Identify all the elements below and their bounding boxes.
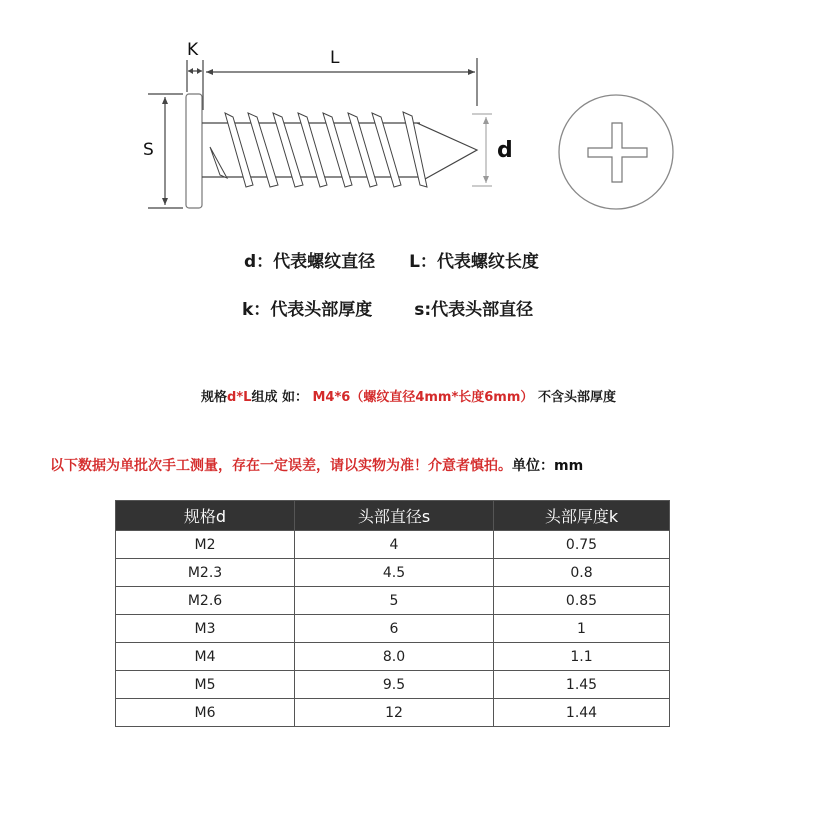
legend-item-k: k：代表头部厚度 [242,300,373,320]
cell-spec: M5 [116,671,295,699]
cell-head-diameter: 5 [295,587,494,615]
cell-head-thickness: 0.85 [494,587,670,615]
table-row [116,699,670,727]
header-spec-d: 规格d [116,501,295,531]
cell-head-diameter: 8.0 [295,643,494,671]
table-row [116,671,670,699]
header-head-diameter-s: 头部直径s [295,501,494,531]
warning-text: 以下数据为单批次手工测量，存在一定误差，请以实物为准！介意者慎拍。 [50,458,512,474]
table-row [116,587,670,615]
cell-head-diameter: 6 [295,615,494,643]
cell-spec: M4 [116,643,295,671]
cell-spec: M6 [116,699,295,727]
measurement-notice [50,455,583,475]
spec-example: M4*6（螺纹直径4mm*长度6mm） [312,390,534,405]
cell-head-diameter: 12 [295,699,494,727]
table-row [116,559,670,587]
cell-head-thickness: 0.8 [494,559,670,587]
cell-spec: M2 [116,531,295,559]
cell-head-thickness: 0.75 [494,531,670,559]
cell-head-diameter: 9.5 [295,671,494,699]
cell-spec: M3 [116,615,295,643]
header-head-thickness-k: 头部厚度k [494,501,670,531]
unit-label: 单位：mm [512,458,584,474]
phillips-head-icon [559,95,673,209]
spec-table [115,500,670,727]
legend-item-s: s:代表头部直径 [414,300,534,320]
cell-head-thickness: 1.1 [494,643,670,671]
cell-head-diameter: 4 [295,531,494,559]
cell-head-thickness: 1.44 [494,699,670,727]
cell-spec: M2.3 [116,559,295,587]
cell-head-thickness: 1 [494,615,670,643]
dimension-label-k: K [187,40,199,60]
dimension-label-d: d [497,138,513,163]
table-header-row [116,501,670,531]
dimension-label-l: L [330,48,340,68]
table-row [116,643,670,671]
screw-dimension-diagram [0,0,817,230]
cell-head-diameter: 4.5 [295,559,494,587]
legend-item-l: L：代表螺纹长度 [409,252,539,272]
table-row [116,615,670,643]
legend-row-1 [244,247,539,272]
cell-spec: M2.6 [116,587,295,615]
cell-head-thickness: 1.45 [494,671,670,699]
table-row [116,531,670,559]
spec-format-note: 规格d*L组成 如： M4*6（螺纹直径4mm*长度6mm） 不含头部厚度 [201,390,616,405]
dimension-label-s: S [143,140,154,160]
legend-item-d: d：代表螺纹直径 [244,252,376,272]
legend-row-2 [242,295,533,320]
